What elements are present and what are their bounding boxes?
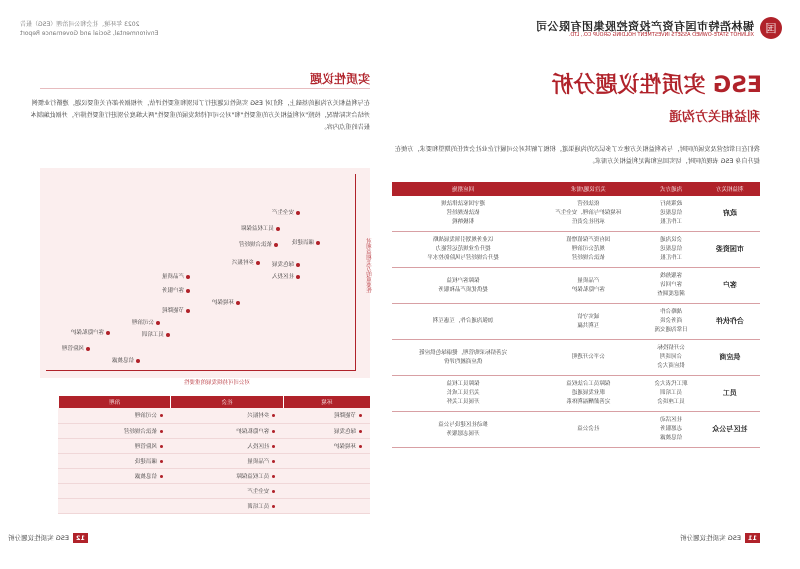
company-name: 锡林浩特市国有资产投资控股集团有限公司 xyxy=(535,20,754,33)
table-cell xyxy=(171,468,283,483)
issue-label: 依法合规经营 xyxy=(238,242,272,248)
matrix-issue xyxy=(71,328,110,336)
table-cell: 保障客户权益 提供优质产品和服务 xyxy=(392,268,534,304)
bullet-dot xyxy=(272,505,275,508)
table-row xyxy=(59,453,371,468)
bullet-dot xyxy=(160,414,163,417)
matrix-issue xyxy=(62,344,90,352)
table-cell: 完善招标采购管理，健康绿色供应链 供应商履约评价 xyxy=(392,340,534,376)
y-axis-label: 对利益相关方的重要性 xyxy=(367,238,373,293)
table-cell: 诚实守信 互利共赢 xyxy=(534,304,642,340)
report-title-en: Environmental, Social and Governance Report xyxy=(20,30,159,37)
table-header: 沟通方式 xyxy=(643,182,700,196)
matrix-issue xyxy=(272,272,300,280)
divider xyxy=(40,88,370,89)
bullet-dot xyxy=(160,475,163,478)
issue-label: 公司治理 xyxy=(131,320,154,326)
category-table-body xyxy=(59,408,371,513)
table-cell: 产品质量 客户隐私保护 xyxy=(534,268,642,304)
issue-label: 环境保护 xyxy=(211,300,234,306)
category-item: 信息披露 xyxy=(134,473,157,480)
table-row xyxy=(59,498,371,513)
bullet-dot xyxy=(272,414,275,417)
matrix-issue xyxy=(292,238,320,246)
table-header: 利益相关方 xyxy=(700,182,760,196)
table-cell xyxy=(171,483,283,498)
issue-label: 社区投入 xyxy=(271,274,294,280)
category-item: 依法合规经营 xyxy=(123,428,157,435)
table-row xyxy=(392,340,760,376)
issue-label: 风险管理 xyxy=(61,346,84,352)
page-number: 11 xyxy=(745,533,760,543)
matrix-issue xyxy=(239,240,278,248)
table-cell: 社区活动 志愿服务 信息披露 xyxy=(643,412,700,448)
report-meta xyxy=(20,20,158,38)
table-cell: 保障员工合法权益 职业发展通道 完善薪酬福利体系 xyxy=(534,376,642,412)
table-header: 关注议题/需求 xyxy=(534,182,642,196)
table-cell: 保障员工权益 关注员工成长 开展员工关怀 xyxy=(392,376,534,412)
table-cell: 国有资产保值增值 规范公司治理 依法合规经营 xyxy=(534,232,642,268)
footer-right xyxy=(8,533,88,543)
issue-label: 绿色发展 xyxy=(271,262,294,268)
category-item: 客户隐私保护 xyxy=(236,428,270,435)
matrix-issue xyxy=(241,224,280,232)
table-cell xyxy=(283,423,370,438)
table-cell xyxy=(283,453,370,468)
bullet-dot xyxy=(272,475,275,478)
table-cell xyxy=(59,483,171,498)
category-item: 员工权益保障 xyxy=(236,473,270,480)
section-title-right: 实质性议题 xyxy=(309,72,370,86)
matrix-issue xyxy=(162,272,190,280)
footer-text: ESG 实质性议题分析 xyxy=(680,534,741,542)
issue-label: 员工权益保障 xyxy=(240,226,274,232)
table-cell xyxy=(171,408,283,423)
matrix-issue xyxy=(272,260,300,268)
table-cell xyxy=(171,453,283,468)
page-header xyxy=(0,0,800,52)
table-cell: 政策执行 信息报送 工作汇报 xyxy=(643,196,700,232)
table-cell: 公平公开透明 xyxy=(534,340,642,376)
table-cell: 加强沟通合作，互惠互利 xyxy=(392,304,534,340)
table-row xyxy=(392,196,760,232)
issue-label: 节能降耗 xyxy=(161,308,184,314)
matrix-issue xyxy=(162,306,190,314)
issue-category-table xyxy=(58,396,370,514)
table-row xyxy=(59,408,371,423)
table-cell: 合作伙伴 xyxy=(700,304,760,340)
issue-dot xyxy=(186,275,190,279)
issue-dot xyxy=(186,289,190,293)
issue-dot xyxy=(136,359,140,363)
matrix-issue xyxy=(212,298,240,306)
category-header: 社会 xyxy=(171,396,283,408)
category-item: 员工培训 xyxy=(247,503,270,510)
table-cell xyxy=(59,468,171,483)
table-row xyxy=(392,304,760,340)
table-cell xyxy=(283,468,370,483)
table-cell: 客户 xyxy=(700,268,760,304)
table-cell xyxy=(59,408,171,423)
table-cell: 市国资委 xyxy=(700,232,760,268)
issue-dot xyxy=(166,333,170,337)
table-cell: 推动社区建设与公益 开展志愿服务 xyxy=(392,412,534,448)
company-logo: 国 xyxy=(760,17,782,39)
issue-dot xyxy=(256,261,260,265)
table-cell: 社区与公众 xyxy=(700,412,760,448)
issue-dot xyxy=(296,275,300,279)
issue-dot xyxy=(186,309,190,313)
table-cell: 遵守国家法律法规 依法依规经营 积极纳税 xyxy=(392,196,534,232)
category-item: 产品质量 xyxy=(247,458,270,465)
category-item: 社区投入 xyxy=(247,443,270,450)
table-cell: 职工代表大会 员工培训 员工座谈会 xyxy=(643,376,700,412)
issue-dot xyxy=(296,263,300,267)
table-cell xyxy=(283,438,370,453)
table-cell xyxy=(171,498,283,513)
category-item: 绿色发展 xyxy=(333,428,356,435)
table-cell xyxy=(171,423,283,438)
issue-label: 信息披露 xyxy=(111,358,134,364)
issue-dot xyxy=(296,211,300,215)
table-cell: 社会公益 xyxy=(534,412,642,448)
table-cell xyxy=(59,423,171,438)
table-row xyxy=(59,483,371,498)
bullet-dot xyxy=(359,445,362,448)
bullet-dot xyxy=(160,430,163,433)
table-row xyxy=(59,438,371,453)
matrix-issue xyxy=(232,258,260,266)
issue-label: 安全生产 xyxy=(271,210,294,216)
issue-label: 产品质量 xyxy=(161,274,184,280)
bullet-dot xyxy=(160,445,163,448)
bullet-dot xyxy=(160,460,163,463)
issue-label: 客户服务 xyxy=(161,288,184,294)
bullet-dot xyxy=(359,430,362,433)
table-cell: 客服热线 客户回访 满意度调查 xyxy=(643,268,700,304)
issue-label: 廉洁建设 xyxy=(291,240,314,246)
bullet-dot xyxy=(272,490,275,493)
matrix-issue xyxy=(142,330,170,338)
table-cell: 员工 xyxy=(700,376,760,412)
category-item: 风险管理 xyxy=(134,443,157,450)
table-cell xyxy=(59,498,171,513)
section-intro: 我们在日常经营及发展的同时，与各利益相关方建立了多层次的沟通渠道，积极了解其对公司履行企业社会责任的期望和要求，方便在提升自身 ESG 表现的同时，切实回应和满足利益相关方需求。 xyxy=(394,146,760,165)
bullet-dot xyxy=(272,430,275,433)
issue-dot xyxy=(106,331,110,335)
bullet-dot xyxy=(272,460,275,463)
table-cell xyxy=(59,438,171,453)
issue-dot xyxy=(86,347,90,351)
table-cell: 依法经营 环境保护与治理、安全生产 承担社会责任 xyxy=(534,196,642,232)
table-cell: 政府 xyxy=(700,196,760,232)
category-item: 公司治理 xyxy=(134,413,157,420)
bullet-dot xyxy=(272,445,275,448)
issue-dot xyxy=(276,227,280,231)
stakeholder-table xyxy=(392,182,760,448)
category-item: 乡村振兴 xyxy=(247,413,270,420)
table-header: 回应措施 xyxy=(392,182,534,196)
table-cell xyxy=(283,498,370,513)
issue-label: 员工培训 xyxy=(141,332,164,338)
x-axis xyxy=(46,370,356,371)
table-row xyxy=(59,468,371,483)
table-row xyxy=(392,376,760,412)
matrix-issue xyxy=(272,208,300,216)
table-cell: 供应商 xyxy=(700,340,760,376)
table-cell: 以业务规划引领发展战略 提升企业规范运营能力 提升合规经营与风险防控水平 xyxy=(392,232,534,268)
table-row xyxy=(392,232,760,268)
report-title: 2023 年环境、社会和公司治理（ESG）报告 xyxy=(20,21,140,28)
category-header: 治理 xyxy=(59,396,171,408)
table-cell xyxy=(283,408,370,423)
matrix-issue xyxy=(112,356,140,364)
stakeholder-table-body xyxy=(392,196,760,448)
table-cell xyxy=(59,453,171,468)
table-row xyxy=(59,423,371,438)
table-cell: 公开招投标 合同谈判 供应商大会 xyxy=(643,340,700,376)
section-intro-right: 在与利益相关方沟通的基础上，我们对 ESG 实质性议题进行了识别和重要性评估，并根据外部有关重要议题，遵循行业惯例并结合实际情况，按照"对利益相关方的重要性"和"对公司可持续发展的重要性"两大维度分别进行重要性排序，并据此编制本报告的重点内容。 xyxy=(30,100,370,131)
category-item: 环境保护 xyxy=(333,443,356,450)
issue-label: 客户隐私保护 xyxy=(70,330,104,336)
category-item: 廉洁建设 xyxy=(134,458,157,465)
issue-label: 乡村振兴 xyxy=(231,260,254,266)
category-item: 节能降耗 xyxy=(333,413,356,420)
matrix-issue xyxy=(162,286,190,294)
table-cell: 战略合作 商务会谈 日常沟通交流 xyxy=(643,304,700,340)
table-row xyxy=(392,412,760,448)
page-title: ESG 实质性议题分析 xyxy=(551,73,762,98)
table-cell xyxy=(283,483,370,498)
issue-dot xyxy=(274,243,278,247)
page-number: 12 xyxy=(73,533,88,543)
footer-text: ESG 实质性议题分析 xyxy=(8,534,69,542)
category-item: 安全生产 xyxy=(247,488,270,495)
issue-dot xyxy=(316,241,320,245)
materiality-matrix xyxy=(40,168,373,386)
category-header: 环境 xyxy=(283,396,370,408)
issue-dot xyxy=(156,321,160,325)
y-axis xyxy=(355,174,356,370)
footer-left xyxy=(680,533,760,543)
section-title: 利益相关方沟通 xyxy=(668,110,760,125)
company-name-en: XILINHOT STATE-OWNED ASSETS INVESTMENT HOLDING GROUP CO., LTD. xyxy=(568,32,754,38)
matrix-issue xyxy=(132,318,160,326)
table-cell: 会议沟通 信息报送 工作汇报 xyxy=(643,232,700,268)
x-axis-label: 对公司可持续发展的重要性 xyxy=(183,380,250,386)
bullet-dot xyxy=(359,414,362,417)
table-cell xyxy=(171,438,283,453)
table-row xyxy=(392,268,760,304)
issue-dot xyxy=(236,301,240,305)
